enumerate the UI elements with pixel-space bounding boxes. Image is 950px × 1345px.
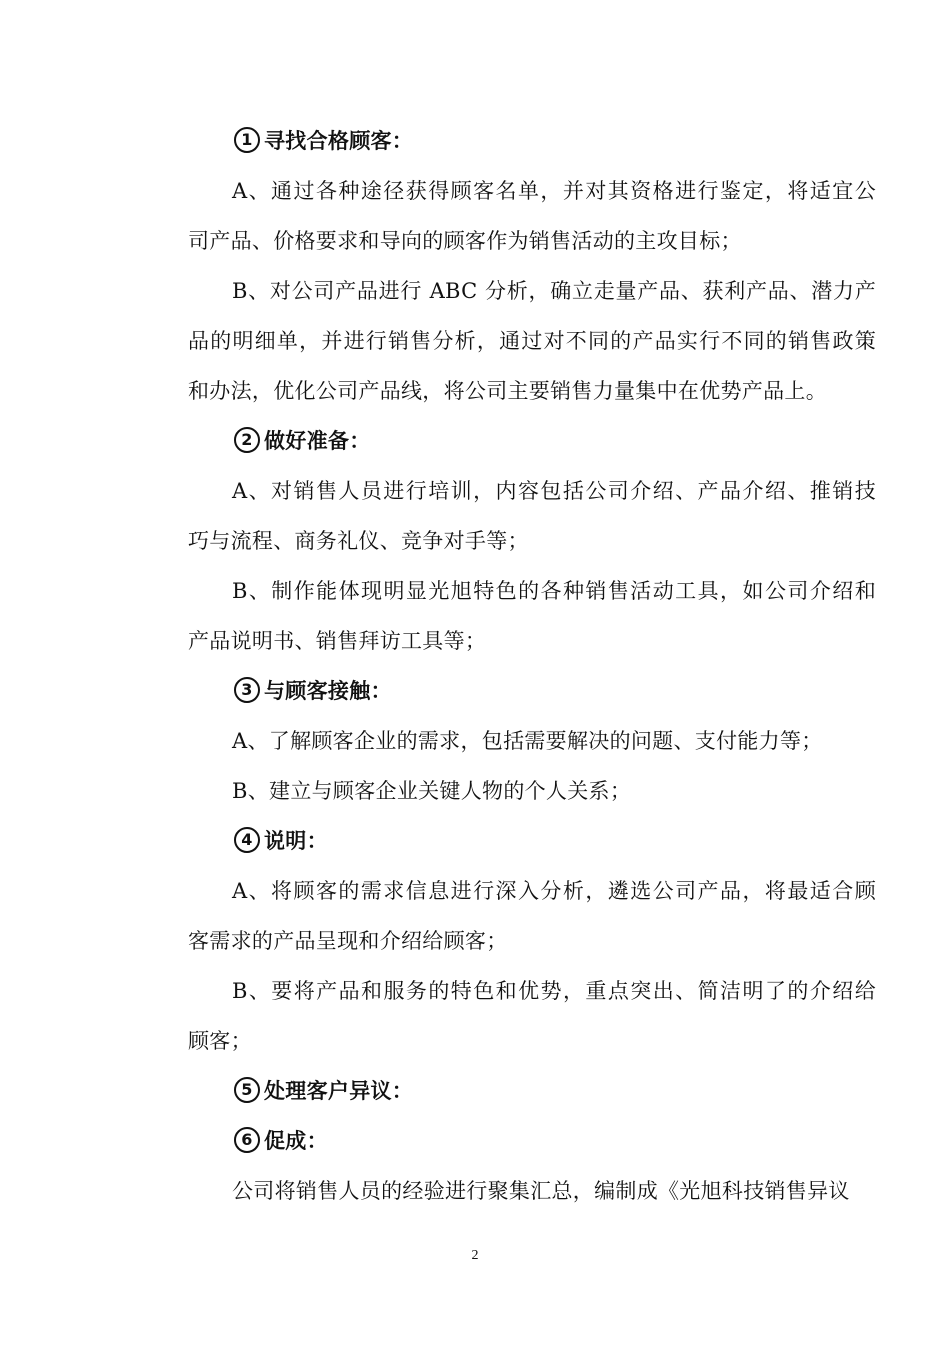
- section-heading: [188, 116, 876, 166]
- paragraph-line: 司产品、价格要求和导向的顾客作为销售活动的主攻目标；: [188, 229, 742, 253]
- paragraph-line: 顾客；: [188, 1029, 252, 1053]
- section-title: 说明：: [264, 829, 328, 853]
- paragraph-first-line: B、建立与顾客企业关键人物的个人关系；: [232, 779, 632, 803]
- paragraph-line: 和办法，优化公司产品线，将公司主要销售力量集中在优势产品上。: [188, 379, 827, 403]
- section-title: 寻找合格顾客：: [264, 129, 414, 153]
- paragraph-line: 巧与流程、商务礼仪、竞争对手等；: [188, 529, 529, 553]
- section-title: 处理客户异议：: [264, 1079, 414, 1103]
- paragraph-first-line: A、将顾客的需求信息进行深入分析，遴选公司产品，将最适合顾: [232, 879, 876, 903]
- paragraph-first-line: B、要将产品和服务的特色和优势，重点突出、简洁明了的介绍给: [232, 979, 876, 1003]
- section-number-badge: 3: [234, 677, 260, 703]
- section-title: 做好准备：: [264, 429, 371, 453]
- paragraph-line: 客需求的产品呈现和介绍给顾客；: [188, 929, 508, 953]
- paragraph-first-line: 公司将销售人员的经验进行聚集汇总，编制成《光旭科技销售异议: [232, 1179, 850, 1203]
- paragraph-first-line: B、制作能体现明显光旭特色的各种销售活动工具，如公司介绍和: [232, 579, 876, 603]
- paragraph-first-line: A、对销售人员进行培训，内容包括公司介绍、产品介绍、推销技: [232, 479, 876, 503]
- section-heading: [188, 1116, 876, 1166]
- section-heading: [188, 816, 876, 866]
- section-number-badge: 4: [234, 827, 260, 853]
- page-number: 2: [471, 1248, 479, 1263]
- section-heading: [188, 666, 876, 716]
- paragraph-line: 产品说明书、销售拜访工具等；: [188, 629, 487, 653]
- section-title: 促成：: [264, 1129, 328, 1153]
- document-body: [188, 116, 876, 1216]
- paragraph-first-line: A、了解顾客企业的需求，包括需要解决的问题、支付能力等；: [232, 729, 823, 753]
- section-number-badge: 5: [234, 1077, 260, 1103]
- section-heading: [188, 1066, 876, 1116]
- paragraph-first-line: B、对公司产品进行 ABC 分析，确立走量产品、获利产品、潜力产: [232, 279, 876, 303]
- section-heading: [188, 416, 876, 466]
- section-number-badge: 6: [234, 1127, 260, 1153]
- section-title: 与顾客接触：: [264, 679, 392, 703]
- section-number-badge: 1: [234, 127, 260, 153]
- section-number-badge: 2: [234, 427, 260, 453]
- paragraph-first-line: A、通过各种途径获得顾客名单，并对其资格进行鉴定，将适宜公: [232, 179, 876, 203]
- paragraph-line: 品的明细单，并进行销售分析，通过对不同的产品实行不同的销售政策: [188, 329, 876, 353]
